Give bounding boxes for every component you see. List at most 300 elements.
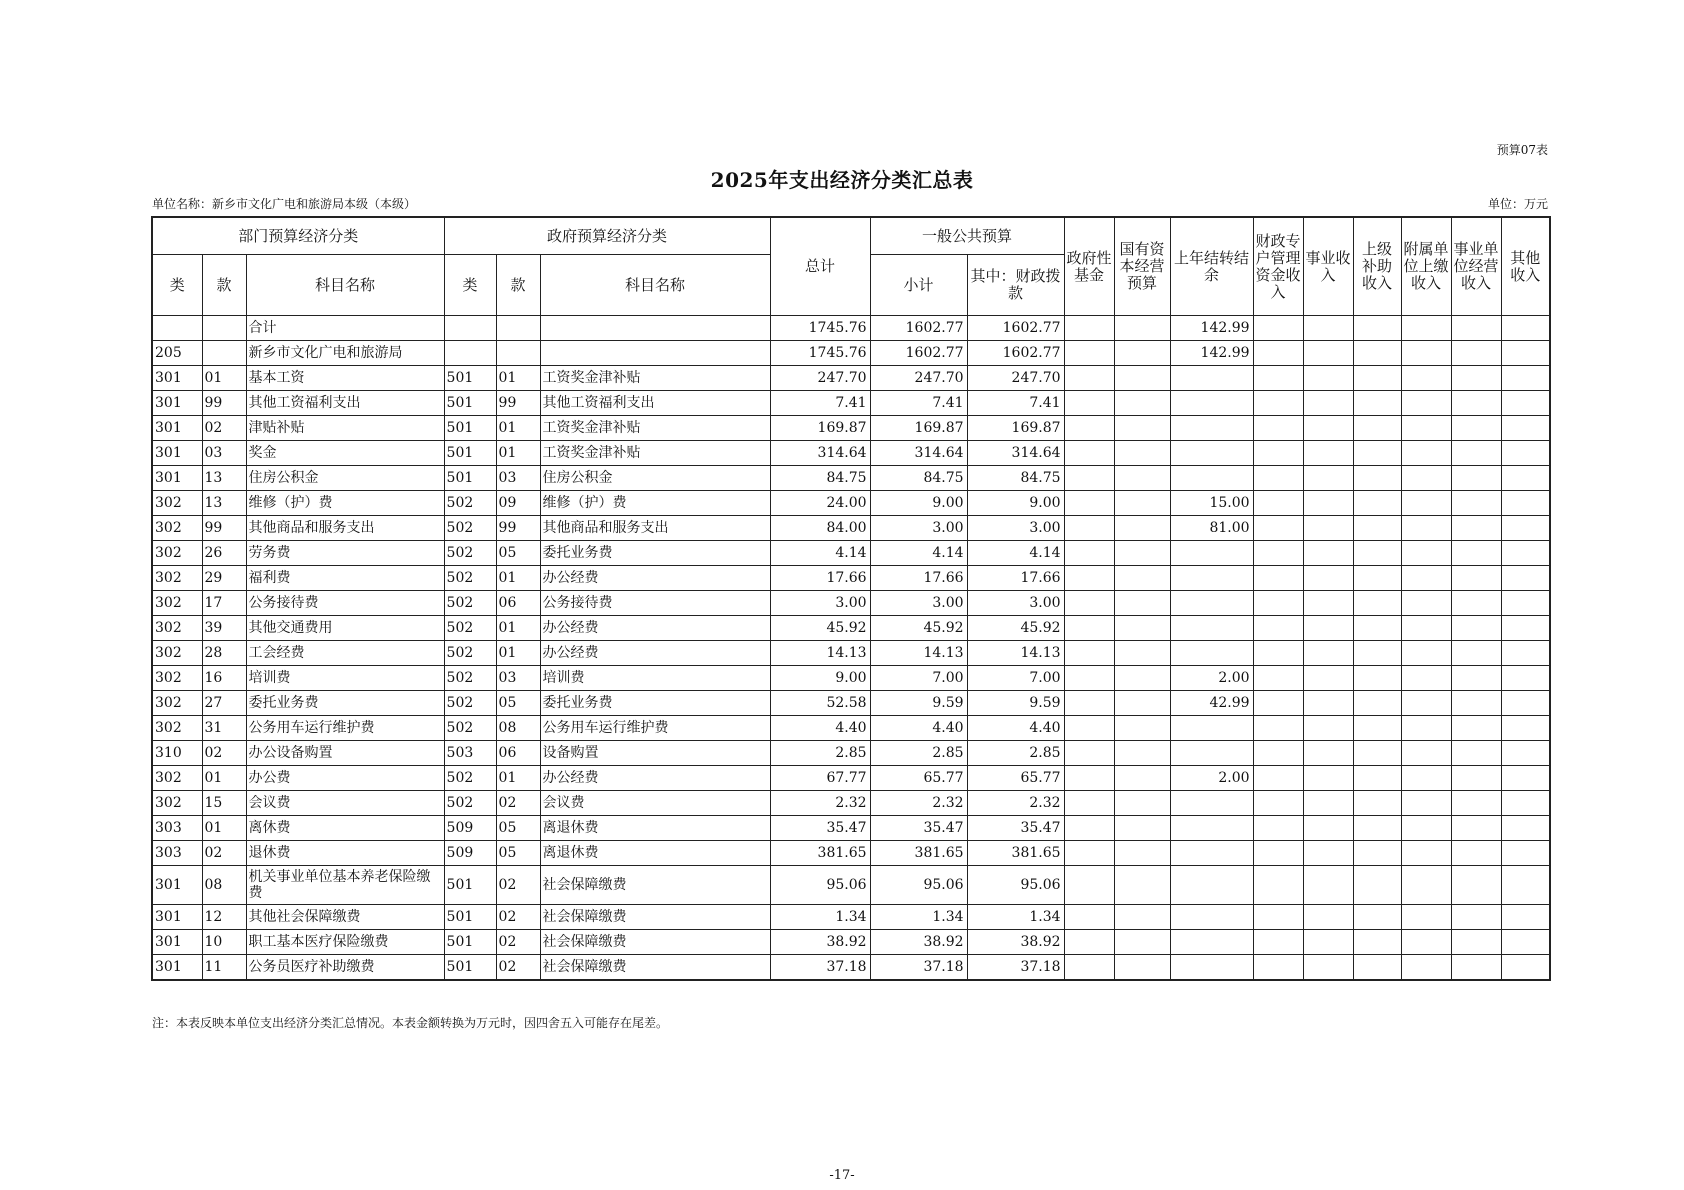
cell-gov-kuan: 05 <box>496 541 540 566</box>
cell-carryover <box>1170 641 1253 666</box>
header-fiscal: 其中：财政拨款 <box>967 255 1064 316</box>
cell-operating <box>1451 366 1501 391</box>
cell-fiscal: 3.00 <box>967 516 1064 541</box>
cell-state-capital <box>1114 341 1170 366</box>
cell-other <box>1501 666 1550 691</box>
cell-dept-kuan: 02 <box>202 741 246 766</box>
cell-other <box>1501 716 1550 741</box>
cell-dept-name: 办公设备购置 <box>246 741 444 766</box>
cell-dept-kuan: 26 <box>202 541 246 566</box>
cell-subtotal: 95.06 <box>870 866 967 905</box>
cell-affiliated <box>1401 791 1451 816</box>
cell-dept-name: 退休费 <box>246 841 444 866</box>
cell-gov-fund <box>1064 466 1114 491</box>
cell-dept-kuan: 02 <box>202 416 246 441</box>
cell-gov-name: 工资奖金津补贴 <box>540 366 770 391</box>
cell-special-fund <box>1253 491 1303 516</box>
table-row <box>152 566 1550 591</box>
cell-gov-kuan: 99 <box>496 391 540 416</box>
cell-gov-fund <box>1064 816 1114 841</box>
cell-operating <box>1451 391 1501 416</box>
cell-operating <box>1451 466 1501 491</box>
cell-special-fund <box>1253 666 1303 691</box>
cell-dept-lei: 301 <box>152 955 202 981</box>
cell-dept-lei: 303 <box>152 816 202 841</box>
cell-gov-name: 委托业务费 <box>540 541 770 566</box>
cell-other <box>1501 591 1550 616</box>
cell-total: 17.66 <box>770 566 870 591</box>
cell-affiliated <box>1401 416 1451 441</box>
cell-subtotal: 14.13 <box>870 641 967 666</box>
cell-subtotal: 2.85 <box>870 741 967 766</box>
table-row <box>152 955 1550 981</box>
cell-fiscal: 3.00 <box>967 591 1064 616</box>
cell-total: 95.06 <box>770 866 870 905</box>
cell-gov-lei: 501 <box>444 866 496 905</box>
cell-carryover <box>1170 366 1253 391</box>
header-gov-kuan: 款 <box>496 255 540 316</box>
cell-gov-kuan: 01 <box>496 366 540 391</box>
cell-gov-lei <box>444 341 496 366</box>
cell-subtotal: 38.92 <box>870 930 967 955</box>
cell-dept-kuan: 16 <box>202 666 246 691</box>
cell-carryover <box>1170 741 1253 766</box>
cell-affiliated <box>1401 955 1451 981</box>
cell-other <box>1501 741 1550 766</box>
cell-carryover <box>1170 716 1253 741</box>
cell-dept-name: 委托业务费 <box>246 691 444 716</box>
cell-gov-fund <box>1064 591 1114 616</box>
cell-superior <box>1353 666 1401 691</box>
cell-business <box>1303 955 1353 981</box>
cell-state-capital <box>1114 591 1170 616</box>
cell-operating <box>1451 641 1501 666</box>
cell-gov-lei: 502 <box>444 716 496 741</box>
cell-fiscal: 1602.77 <box>967 341 1064 366</box>
cell-dept-lei: 301 <box>152 905 202 930</box>
cell-gov-name: 社会保障缴费 <box>540 866 770 905</box>
cell-state-capital <box>1114 666 1170 691</box>
cell-gov-kuan: 99 <box>496 516 540 541</box>
header-total: 总计 <box>770 217 870 316</box>
cell-special-fund <box>1253 716 1303 741</box>
cell-gov-kuan <box>496 341 540 366</box>
table-row <box>152 741 1550 766</box>
cell-gov-kuan: 02 <box>496 930 540 955</box>
cell-subtotal: 2.32 <box>870 791 967 816</box>
cell-affiliated <box>1401 491 1451 516</box>
cell-affiliated <box>1401 466 1451 491</box>
cell-affiliated <box>1401 905 1451 930</box>
cell-gov-fund <box>1064 766 1114 791</box>
cell-gov-lei: 501 <box>444 416 496 441</box>
cell-dept-lei: 302 <box>152 591 202 616</box>
cell-dept-kuan <box>202 316 246 341</box>
cell-superior <box>1353 491 1401 516</box>
cell-operating <box>1451 930 1501 955</box>
table-row <box>152 391 1550 416</box>
cell-gov-lei: 502 <box>444 691 496 716</box>
cell-other <box>1501 366 1550 391</box>
cell-gov-name: 会议费 <box>540 791 770 816</box>
cell-special-fund <box>1253 791 1303 816</box>
cell-gov-fund <box>1064 716 1114 741</box>
cell-gov-lei: 509 <box>444 841 496 866</box>
cell-carryover <box>1170 955 1253 981</box>
cell-business <box>1303 416 1353 441</box>
cell-gov-fund <box>1064 841 1114 866</box>
cell-subtotal: 247.70 <box>870 366 967 391</box>
cell-operating <box>1451 791 1501 816</box>
cell-other <box>1501 516 1550 541</box>
cell-operating <box>1451 741 1501 766</box>
cell-subtotal: 3.00 <box>870 516 967 541</box>
cell-affiliated <box>1401 841 1451 866</box>
cell-state-capital <box>1114 366 1170 391</box>
cell-superior <box>1353 566 1401 591</box>
cell-operating <box>1451 541 1501 566</box>
table-row <box>152 491 1550 516</box>
cell-subtotal: 4.40 <box>870 716 967 741</box>
cell-fiscal: 4.40 <box>967 716 1064 741</box>
header-gov-name: 科目名称 <box>540 255 770 316</box>
cell-fiscal: 7.00 <box>967 666 1064 691</box>
cell-gov-name: 离退休费 <box>540 841 770 866</box>
cell-total: 2.32 <box>770 791 870 816</box>
cell-total: 1745.76 <box>770 341 870 366</box>
cell-gov-fund <box>1064 741 1114 766</box>
cell-other <box>1501 641 1550 666</box>
cell-gov-name: 工资奖金津补贴 <box>540 441 770 466</box>
cell-gov-kuan: 02 <box>496 791 540 816</box>
cell-business <box>1303 591 1353 616</box>
cell-gov-kuan: 02 <box>496 955 540 981</box>
cell-subtotal: 381.65 <box>870 841 967 866</box>
cell-operating <box>1451 866 1501 905</box>
cell-gov-fund <box>1064 341 1114 366</box>
cell-gov-name: 离退休费 <box>540 816 770 841</box>
header-state-capital: 国有资本经营预算 <box>1114 217 1170 316</box>
cell-special-fund <box>1253 366 1303 391</box>
cell-dept-lei: 301 <box>152 441 202 466</box>
cell-business <box>1303 766 1353 791</box>
cell-state-capital <box>1114 416 1170 441</box>
cell-dept-name: 工会经费 <box>246 641 444 666</box>
table-row <box>152 316 1550 341</box>
cell-dept-name: 合计 <box>246 316 444 341</box>
cell-subtotal: 1602.77 <box>870 341 967 366</box>
cell-dept-kuan: 31 <box>202 716 246 741</box>
cell-operating <box>1451 666 1501 691</box>
cell-business <box>1303 616 1353 641</box>
cell-business <box>1303 366 1353 391</box>
cell-dept-name: 津贴补贴 <box>246 416 444 441</box>
cell-dept-kuan: 15 <box>202 791 246 816</box>
cell-dept-kuan: 29 <box>202 566 246 591</box>
cell-state-capital <box>1114 316 1170 341</box>
cell-special-fund <box>1253 391 1303 416</box>
cell-operating <box>1451 516 1501 541</box>
cell-affiliated <box>1401 566 1451 591</box>
cell-dept-lei: 302 <box>152 641 202 666</box>
cell-carryover: 142.99 <box>1170 341 1253 366</box>
cell-total: 84.00 <box>770 516 870 541</box>
page-title: 2025年支出经济分类汇总表 <box>710 168 974 192</box>
cell-affiliated <box>1401 441 1451 466</box>
cell-operating <box>1451 591 1501 616</box>
cell-gov-kuan: 09 <box>496 491 540 516</box>
table-row <box>152 466 1550 491</box>
cell-gov-lei <box>444 316 496 341</box>
cell-dept-name: 劳务费 <box>246 541 444 566</box>
cell-special-fund <box>1253 566 1303 591</box>
header-dept-name: 科目名称 <box>246 255 444 316</box>
cell-affiliated <box>1401 641 1451 666</box>
cell-special-fund <box>1253 441 1303 466</box>
cell-state-capital <box>1114 866 1170 905</box>
cell-special-fund <box>1253 591 1303 616</box>
cell-gov-name: 公务接待费 <box>540 591 770 616</box>
cell-dept-lei: 205 <box>152 341 202 366</box>
cell-dept-kuan: 28 <box>202 641 246 666</box>
cell-carryover <box>1170 816 1253 841</box>
cell-business <box>1303 466 1353 491</box>
cell-operating <box>1451 491 1501 516</box>
cell-dept-lei: 301 <box>152 391 202 416</box>
cell-subtotal: 1602.77 <box>870 316 967 341</box>
cell-affiliated <box>1401 866 1451 905</box>
table-row <box>152 441 1550 466</box>
cell-carryover <box>1170 841 1253 866</box>
cell-superior <box>1353 716 1401 741</box>
cell-state-capital <box>1114 816 1170 841</box>
cell-superior <box>1353 316 1401 341</box>
table-row <box>152 416 1550 441</box>
cell-state-capital <box>1114 691 1170 716</box>
cell-business <box>1303 341 1353 366</box>
cell-total: 37.18 <box>770 955 870 981</box>
cell-dept-kuan: 12 <box>202 905 246 930</box>
cell-carryover: 42.99 <box>1170 691 1253 716</box>
cell-dept-name: 职工基本医疗保险缴费 <box>246 930 444 955</box>
cell-gov-lei: 501 <box>444 441 496 466</box>
cell-dept-name: 培训费 <box>246 666 444 691</box>
cell-gov-lei: 502 <box>444 616 496 641</box>
cell-superior <box>1353 391 1401 416</box>
cell-gov-name: 住房公积金 <box>540 466 770 491</box>
cell-state-capital <box>1114 541 1170 566</box>
cell-gov-name: 培训费 <box>540 666 770 691</box>
cell-superior <box>1353 341 1401 366</box>
cell-other <box>1501 466 1550 491</box>
cell-other <box>1501 905 1550 930</box>
cell-dept-name: 其他社会保障缴费 <box>246 905 444 930</box>
header-gov-fund: 政府性基金 <box>1064 217 1114 316</box>
cell-gov-kuan: 01 <box>496 616 540 641</box>
cell-fiscal: 65.77 <box>967 766 1064 791</box>
cell-carryover <box>1170 791 1253 816</box>
cell-state-capital <box>1114 566 1170 591</box>
cell-subtotal: 169.87 <box>870 416 967 441</box>
cell-carryover: 15.00 <box>1170 491 1253 516</box>
cell-carryover <box>1170 416 1253 441</box>
cell-fiscal: 9.59 <box>967 691 1064 716</box>
cell-gov-fund <box>1064 516 1114 541</box>
cell-gov-fund <box>1064 491 1114 516</box>
header-dept-kuan: 款 <box>202 255 246 316</box>
cell-gov-kuan: 06 <box>496 591 540 616</box>
cell-dept-kuan: 13 <box>202 491 246 516</box>
cell-subtotal: 9.59 <box>870 691 967 716</box>
cell-gov-kuan: 01 <box>496 441 540 466</box>
cell-affiliated <box>1401 516 1451 541</box>
cell-superior <box>1353 955 1401 981</box>
cell-business <box>1303 516 1353 541</box>
cell-dept-lei: 302 <box>152 666 202 691</box>
cell-gov-name <box>540 316 770 341</box>
cell-total: 7.41 <box>770 391 870 416</box>
cell-special-fund <box>1253 541 1303 566</box>
cell-dept-name: 办公费 <box>246 766 444 791</box>
cell-dept-lei: 301 <box>152 416 202 441</box>
cell-dept-name: 公务接待费 <box>246 591 444 616</box>
table-row <box>152 516 1550 541</box>
header-carryover: 上年结转结余 <box>1170 217 1253 316</box>
cell-dept-kuan: 08 <box>202 866 246 905</box>
cell-total: 2.85 <box>770 741 870 766</box>
cell-gov-kuan: 03 <box>496 466 540 491</box>
cell-business <box>1303 866 1353 905</box>
cell-superior <box>1353 366 1401 391</box>
cell-fiscal: 95.06 <box>967 866 1064 905</box>
cell-fiscal: 37.18 <box>967 955 1064 981</box>
cell-other <box>1501 441 1550 466</box>
cell-gov-lei: 501 <box>444 466 496 491</box>
cell-gov-name: 其他商品和服务支出 <box>540 516 770 541</box>
cell-superior <box>1353 416 1401 441</box>
cell-total: 52.58 <box>770 691 870 716</box>
cell-gov-lei: 509 <box>444 816 496 841</box>
cell-dept-kuan: 99 <box>202 391 246 416</box>
cell-subtotal: 84.75 <box>870 466 967 491</box>
cell-dept-name: 住房公积金 <box>246 466 444 491</box>
cell-gov-lei: 502 <box>444 641 496 666</box>
cell-gov-name: 办公经费 <box>540 766 770 791</box>
cell-state-capital <box>1114 930 1170 955</box>
cell-gov-fund <box>1064 955 1114 981</box>
cell-dept-lei <box>152 316 202 341</box>
page-number: -17- <box>829 1168 855 1183</box>
cell-operating <box>1451 766 1501 791</box>
cell-fiscal: 4.14 <box>967 541 1064 566</box>
cell-subtotal: 314.64 <box>870 441 967 466</box>
cell-fiscal: 38.92 <box>967 930 1064 955</box>
cell-gov-fund <box>1064 366 1114 391</box>
cell-superior <box>1353 816 1401 841</box>
cell-dept-name: 公务员医疗补助缴费 <box>246 955 444 981</box>
cell-other <box>1501 491 1550 516</box>
cell-other <box>1501 930 1550 955</box>
cell-special-fund <box>1253 316 1303 341</box>
cell-gov-kuan: 05 <box>496 816 540 841</box>
table-row <box>152 816 1550 841</box>
cell-other <box>1501 616 1550 641</box>
cell-special-fund <box>1253 741 1303 766</box>
cell-carryover <box>1170 591 1253 616</box>
cell-gov-lei: 501 <box>444 391 496 416</box>
cell-subtotal: 37.18 <box>870 955 967 981</box>
cell-other <box>1501 955 1550 981</box>
header-operating: 事业单位经营收入 <box>1451 217 1501 316</box>
cell-total: 38.92 <box>770 930 870 955</box>
cell-carryover <box>1170 905 1253 930</box>
cell-dept-kuan: 02 <box>202 841 246 866</box>
cell-superior <box>1353 691 1401 716</box>
cell-carryover <box>1170 616 1253 641</box>
cell-dept-kuan: 17 <box>202 591 246 616</box>
cell-fiscal: 7.41 <box>967 391 1064 416</box>
table-row <box>152 866 1550 905</box>
header-gov-lei: 类 <box>444 255 496 316</box>
cell-dept-name: 离休费 <box>246 816 444 841</box>
cell-other <box>1501 391 1550 416</box>
cell-operating <box>1451 416 1501 441</box>
cell-state-capital <box>1114 741 1170 766</box>
cell-superior <box>1353 905 1401 930</box>
cell-superior <box>1353 541 1401 566</box>
cell-gov-name: 委托业务费 <box>540 691 770 716</box>
table-row <box>152 541 1550 566</box>
cell-superior <box>1353 841 1401 866</box>
cell-gov-lei: 501 <box>444 366 496 391</box>
cell-gov-lei: 501 <box>444 905 496 930</box>
cell-business <box>1303 691 1353 716</box>
cell-gov-kuan: 01 <box>496 416 540 441</box>
cell-gov-fund <box>1064 930 1114 955</box>
cell-fiscal: 14.13 <box>967 641 1064 666</box>
cell-gov-name: 维修（护）费 <box>540 491 770 516</box>
cell-dept-lei: 301 <box>152 466 202 491</box>
cell-dept-kuan: 01 <box>202 766 246 791</box>
cell-state-capital <box>1114 491 1170 516</box>
cell-gov-name: 社会保障缴费 <box>540 955 770 981</box>
cell-gov-name: 办公经费 <box>540 641 770 666</box>
cell-carryover <box>1170 566 1253 591</box>
cell-carryover <box>1170 441 1253 466</box>
header-business: 事业收入 <box>1303 217 1353 316</box>
cell-gov-fund <box>1064 866 1114 905</box>
cell-carryover: 142.99 <box>1170 316 1253 341</box>
cell-special-fund <box>1253 466 1303 491</box>
cell-gov-name: 社会保障缴费 <box>540 905 770 930</box>
cell-business <box>1303 841 1353 866</box>
cell-superior <box>1353 741 1401 766</box>
cell-total: 35.47 <box>770 816 870 841</box>
cell-affiliated <box>1401 816 1451 841</box>
cell-special-fund <box>1253 516 1303 541</box>
cell-gov-name: 工资奖金津补贴 <box>540 416 770 441</box>
cell-business <box>1303 566 1353 591</box>
cell-total: 9.00 <box>770 666 870 691</box>
cell-total: 169.87 <box>770 416 870 441</box>
cell-gov-kuan: 01 <box>496 766 540 791</box>
cell-gov-kuan: 08 <box>496 716 540 741</box>
cell-dept-name: 维修（护）费 <box>246 491 444 516</box>
cell-business <box>1303 541 1353 566</box>
cell-total: 4.14 <box>770 541 870 566</box>
cell-special-fund <box>1253 616 1303 641</box>
cell-gov-kuan: 05 <box>496 841 540 866</box>
